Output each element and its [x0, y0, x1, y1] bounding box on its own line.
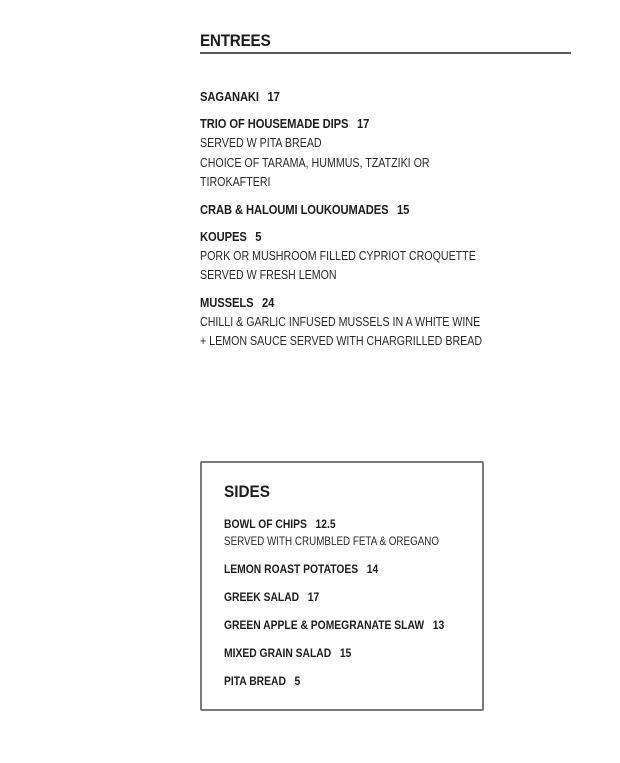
- item-name: PITA BREAD: [224, 674, 286, 688]
- item-price: 15: [397, 201, 410, 217]
- item-price: 14: [366, 562, 379, 576]
- item-description: SERVED WITH CRUMBLED FETA & OREGANO: [224, 534, 440, 548]
- item-price: 15: [339, 646, 352, 660]
- entrees-title-rule: [200, 52, 571, 54]
- item-description: TIROKAFTERI: [200, 174, 271, 189]
- sides-box: [200, 461, 484, 711]
- item-name: GREEK SALAD: [224, 590, 300, 604]
- menu-item-mussels: [200, 293, 571, 351]
- entrees-section: [200, 30, 571, 359]
- item-name: GREEN APPLE & POMEGRANATE SLAW: [224, 618, 425, 632]
- item-description: CHOICE OF TARAMA, HUMMUS, TZATZIKI OR: [200, 154, 430, 170]
- menu-item-crab-loukoumades: [200, 200, 571, 219]
- side-item-lemon-roast-potatoes: [224, 561, 486, 578]
- sides-title: SIDES: [224, 482, 270, 501]
- item-name: MIXED GRAIN SALAD: [224, 646, 332, 660]
- item-name: LEMON ROAST POTATOES: [224, 562, 359, 576]
- item-name: TRIO OF HOUSEMADE DIPS: [200, 116, 349, 131]
- sides-list: [224, 516, 486, 690]
- item-price: 5: [255, 228, 262, 244]
- side-item-mixed-grain-salad: [224, 645, 486, 662]
- item-name: MUSSELS: [200, 294, 254, 310]
- item-description: SERVED W PITA BREAD: [200, 135, 322, 150]
- item-name: BOWL OF CHIPS: [224, 517, 307, 531]
- entrees-list: [200, 87, 571, 351]
- side-item-greek-salad: [224, 589, 486, 606]
- item-price: 17: [357, 116, 370, 131]
- item-price: 5: [294, 674, 301, 688]
- item-name: SAGANAKI: [200, 89, 259, 104]
- menu-item-saganaki: [200, 87, 571, 106]
- item-name: CRAB & HALOUMI LOUKOUMADES: [200, 201, 389, 217]
- item-price: 17: [267, 89, 280, 104]
- item-price: 24: [262, 294, 275, 310]
- item-description: PORK OR MUSHROOM FILLED CYPRIOT CROQUETTE: [200, 247, 476, 263]
- item-price: 17: [307, 590, 320, 604]
- entrees-title: ENTREES: [200, 31, 271, 50]
- side-item-bowl-of-chips: [224, 516, 486, 550]
- side-item-green-apple-slaw: [224, 617, 486, 634]
- item-description: CHILLI & GARLIC INFUSED MUSSELS IN A WHITE WINE: [200, 313, 481, 329]
- item-name: KOUPES: [200, 228, 247, 244]
- side-item-pita-bread: [224, 673, 486, 690]
- item-price: 13: [432, 618, 445, 632]
- item-price: 12.5: [315, 517, 336, 531]
- menu-item-trio-dips: [200, 114, 571, 192]
- sides-section: [224, 481, 486, 701]
- menu-item-koupes: [200, 227, 571, 285]
- item-description: SERVED W FRESH LEMON: [200, 267, 337, 282]
- item-description: + LEMON SAUCE SERVED WITH CHARGRILLED BREAD: [200, 333, 483, 348]
